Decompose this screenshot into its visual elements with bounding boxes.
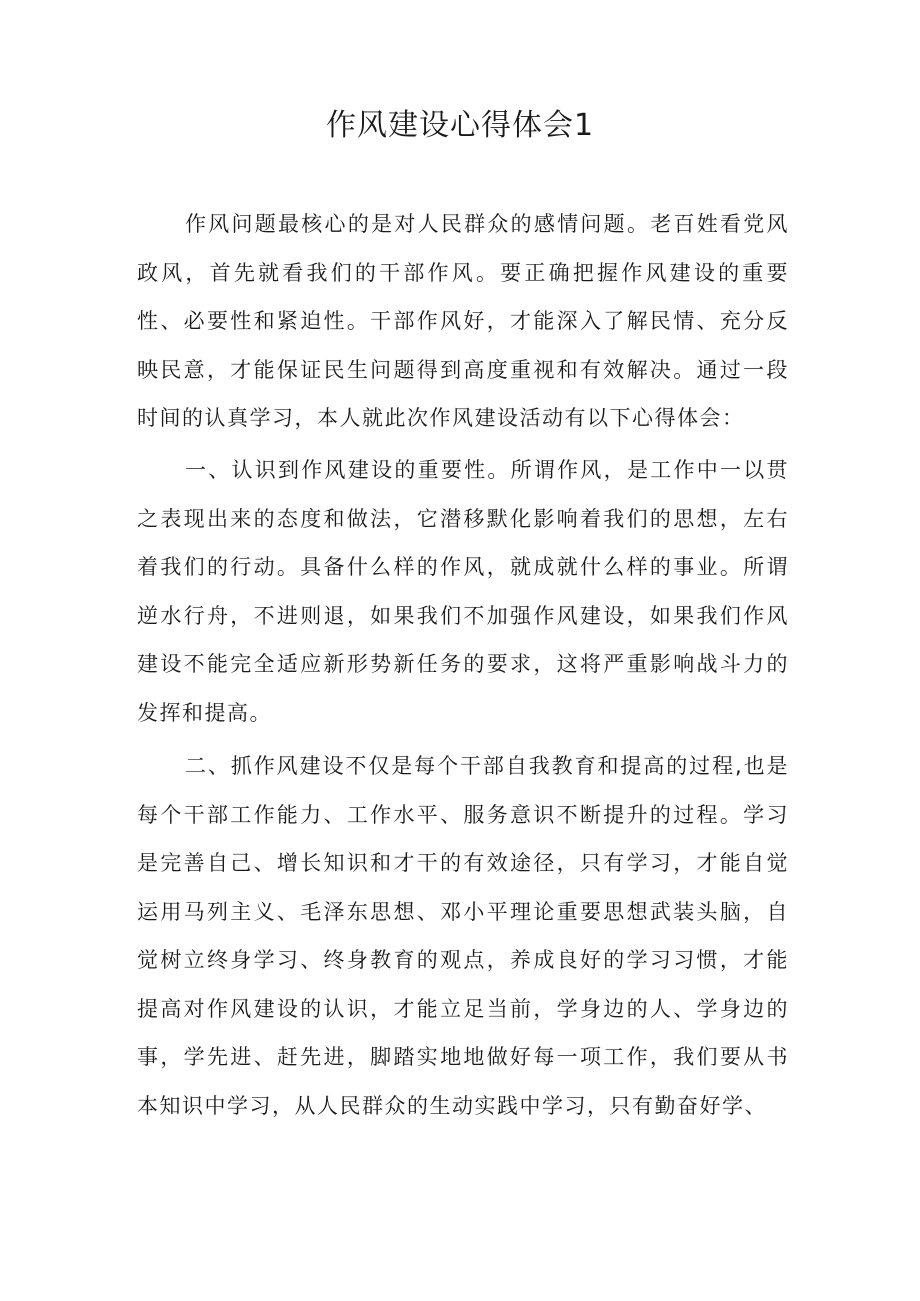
paragraph-point-one <box>137 446 789 737</box>
paragraph-intro <box>137 200 789 443</box>
paragraph-point-two <box>137 742 789 1130</box>
paragraph-text: 一、认识到作风建设的重要性。所谓作风，是工作中一以贯之表现出来的态度和做法，它潜移默化影响着我们的思想，左右着我们的行动。具备什么样的作风，就成就什么样的事业。所谓逆水行舟，不进则退，如果我们不加强作风建设，如果我们作风建设不能完全适应新形势新任务的要求，这将严重影响战斗力的发挥和提高。 <box>137 458 789 725</box>
paragraph-text: 作风问题最核心的是对人民群众的感情问题。老百姓看党风政风，首先就看我们的干部作风。要正确把握作风建设的重要性、必要性和紧迫性。干部作风好，才能深入了解民情、充分反映民意，才能保证民生问题得到高度重视和有效解决。通过一段时间的认真学习，本人就此次作风建设活动有以下心得体会： <box>137 212 789 430</box>
paragraph-text: 二、抓作风建设不仅是每个干部自我教育和提高的过程,也是每个干部工作能力、工作水平、服务意识不断提升的过程。学习是完善自己、增长知识和才干的有效途径，只有学习，才能自觉运用马列主义、毛泽东思想、邓小平理论重要思想武装头脑，自觉树立终身学习、终身教育的观点，养成良好的学习习惯，才能提高对作风建设的认识，才能立足当前，学身边的人、学身边的事，学先进、赶先进，脚踏实地地做好每一项工作，我们要从书本知识中学习，从人民群众的生动实践中学习，只有勤奋好学、 <box>137 754 789 1118</box>
document-title: 作风建设心得体会1 <box>325 108 595 143</box>
